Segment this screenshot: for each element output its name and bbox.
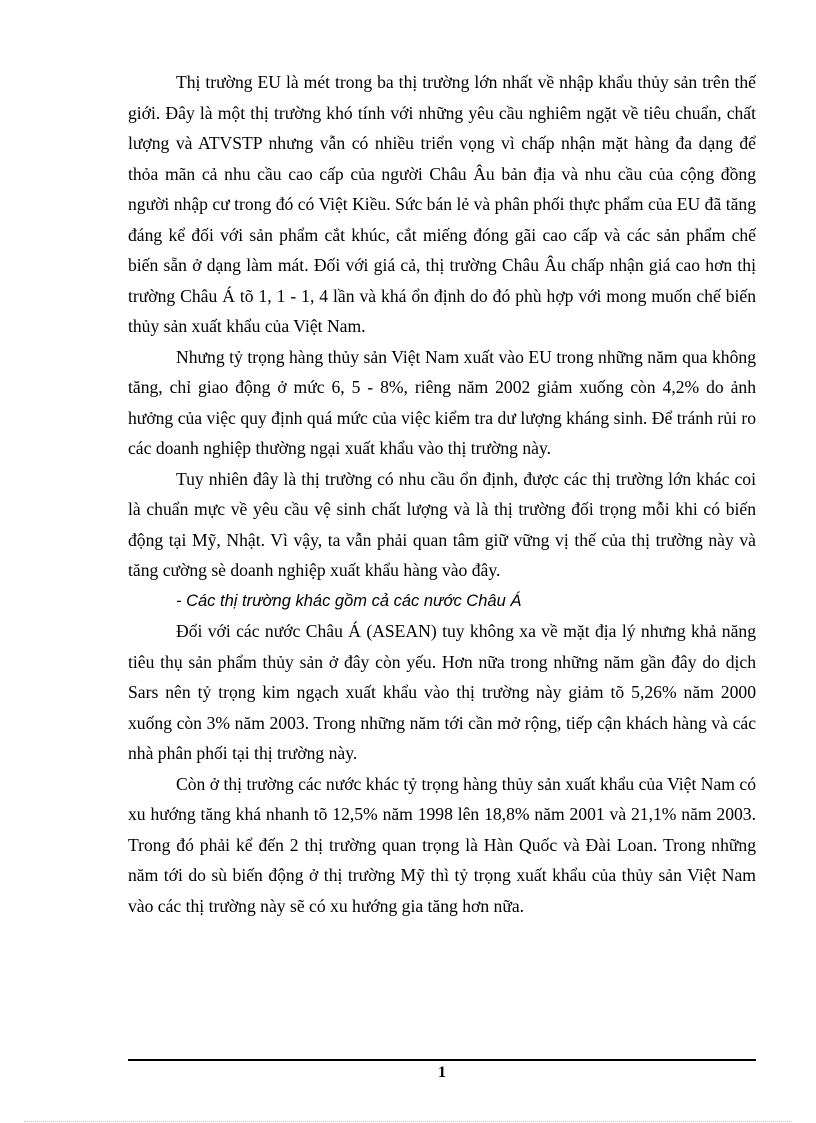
body-text bbox=[128, 67, 756, 921]
page-number: 1 bbox=[438, 1064, 446, 1081]
section-subheading: - Các thị trường khác gồm cả các nước Châu Á bbox=[176, 591, 522, 610]
paragraph-asean: Đối với các nước Châu Á (ASEAN) tuy không xa về mặt địa lý nhưng khả năng tiêu thụ sản phẩm thủy sản ở đây còn yếu. Hơn nữa trong những năm gần đây do dịch Sars nên tỷ trọng kim ngạch xuất khẩu vào thị trường này giảm tõ 5,26% năm 2000 xuống còn 3% năm 2003. Trong những năm tới cần mở rộng, tiếp cận khách hàng và các nhà phân phối tại thị trường này. bbox=[128, 621, 756, 763]
page-break-divider bbox=[24, 1121, 792, 1122]
paragraph-eu-share: Nhưng tỷ trọng hàng thủy sản Việt Nam xuất vào EU trong những năm qua không tăng, chỉ giao động ở mức 6, 5 - 8%, riêng năm 2002 giảm xuống còn 4,2% do ảnh hưởng của việc quy định quá mức của việc kiểm tra dư lượng kháng sinh. Để tránh rủi ro các doanh nghiệp thường ngại xuất khẩu vào thị trường này. bbox=[128, 346, 756, 458]
paragraph-other-markets: Còn ở thị trường các nước khác tỷ trọng hàng thủy sản xuất khẩu của Việt Nam có xu hướng tăng khá nhanh tõ 12,5% năm 1998 lên 18,8% năm 2001 và 21,1% năm 2003. Trong đó phải kể đến 2 thị trường quan trọng là Hàn Quốc và Đài Loan. Trong những năm tới do sù biến động ở thị trường Mỹ thì tỷ trọng xuất khẩu của thủy sản Việt Nam vào các thị trường này sẽ có xu hướng gia tăng hơn nữa. bbox=[128, 773, 756, 916]
paragraph-eu-stability: Tuy nhiên đây là thị trường có nhu cầu ổn định, được các thị trường lớn khác coi là chuẩn mực về yêu cầu vệ sinh chất lượng và là thị trường đối trọng mỗi khi có biến động tại Mỹ, Nhật. Vì vậy, ta vẫn phải quan tâm giữ vững vị thế của thị trường này và tăng cường sè doanh nghiệp xuất khẩu hàng vào đây. bbox=[128, 468, 756, 580]
paragraph-eu-market: Thị trường EU là mét trong ba thị trường lớn nhất về nhập khẩu thủy sản trên thế giới. Đây là một thị trường khó tính với những yêu cầu nghiêm ngặt về tiêu chuẩn, chất lượng và ATVSTP nhưng vẫn có nhiều triển vọng vì chấp nhận mặt hàng đa dạng để thỏa mãn cả nhu cầu cao cấp của người Châu Âu bản địa và nhu cầu của cộng đồng người nhập cư trong đó có Việt Kiều. Sức bán lẻ và phân phối thực phẩm của EU đã tăng đáng kể đối với sản phẩm cắt khúc, cắt miếng đóng gãi cao cấp và các sản phẩm chế biến sẵn ở dạng làm mát. Đối với giá cả, thị trường Châu Âu chấp nhận giá cao hơn thị trường Châu Á tõ 1, 1 - 1, 4 lần và khá ổn định do đó phù hợp với mong muốn chế biến thủy sản xuất khẩu của Việt Nam. bbox=[128, 72, 756, 336]
footer-divider bbox=[128, 1059, 756, 1061]
